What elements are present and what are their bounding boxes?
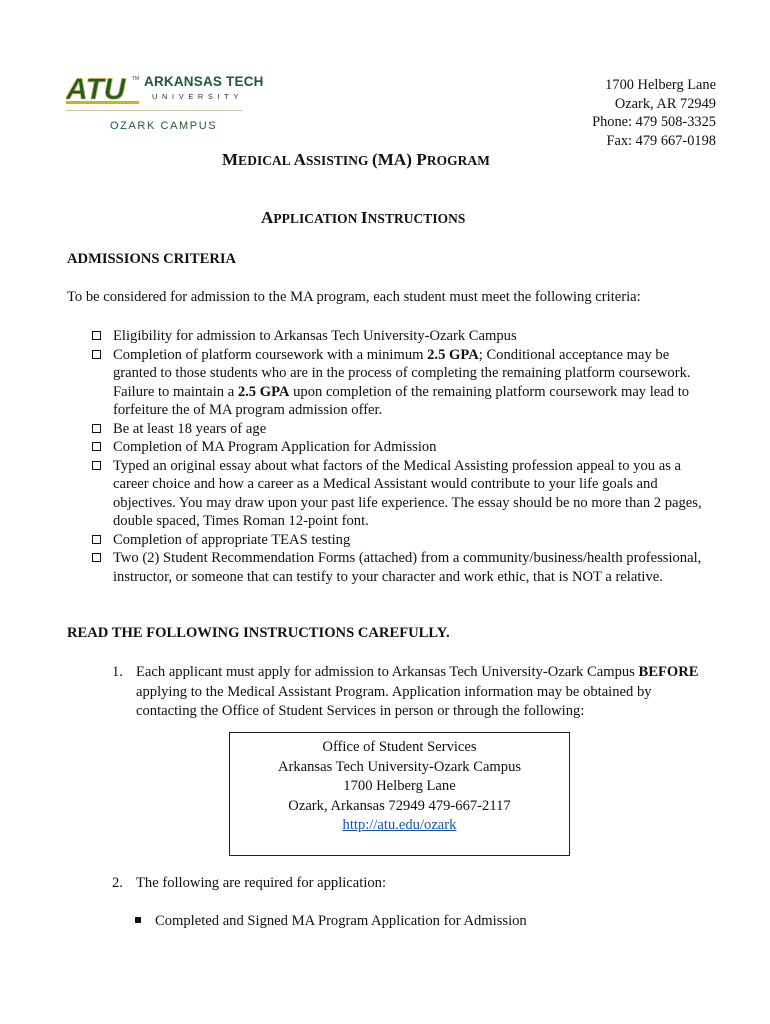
- checkbox-icon: [92, 424, 101, 433]
- item-text: The following are required for application:: [136, 875, 387, 891]
- criteria-item: Eligibility for admission to Arkansas Tech University-Ozark Campus: [92, 327, 712, 346]
- contact-street: 1700 Helberg Lane: [343, 778, 456, 794]
- logo-mark-text: ATU: [66, 73, 126, 104]
- item-number: 2.: [112, 875, 123, 891]
- logo-campus: OZARK CAMPUS: [110, 120, 218, 132]
- atu-logo-mark: [66, 72, 139, 104]
- admissions-heading: ADMISSIONS CRITERIA: [67, 251, 237, 267]
- contact-university: Arkansas Tech University-Ozark Campus: [277, 758, 522, 775]
- instructions-title: APPLICATION INSTRUCTIONS: [261, 208, 466, 227]
- item-text: Each applicant must apply for admission to Arkansas Tech University-Ozark Campus BEFORE applying to the Medical Assistant Program. Application information may be obtained by contacting the Office of Student Services in person or through the following:: [136, 664, 699, 719]
- address-block: [592, 76, 716, 150]
- logo-name: ARKANSAS TECH: [144, 74, 264, 89]
- item-number: 1.: [112, 664, 123, 680]
- criteria-item: Completion of MA Program Application for Admission: [92, 438, 712, 457]
- criteria-item: Completion of appropriate TEAS testing: [92, 531, 712, 550]
- checkbox-icon: [92, 553, 101, 562]
- instruction-item-2: [112, 874, 712, 894]
- logo-tm: TM: [132, 76, 139, 82]
- address-phone: Phone: 479 508-3325: [592, 114, 716, 130]
- criteria-item: Be at least 18 years of age: [92, 420, 712, 439]
- address-city: Ozark, AR 72949: [614, 95, 716, 112]
- contact-office: Office of Student Services: [322, 739, 477, 755]
- contact-city-phone: Ozark, Arkansas 72949 479-667-2117: [288, 797, 511, 814]
- checkbox-icon: [92, 442, 101, 451]
- address-street: 1700 Helberg Lane: [605, 77, 716, 93]
- criteria-list: [92, 327, 712, 586]
- contact-website-link[interactable]: http://atu.edu/ozark: [342, 817, 457, 833]
- atu-logo: [66, 70, 264, 136]
- square-bullet-icon: [135, 917, 141, 923]
- requirement-item: Completed and Signed MA Program Application for Admission: [135, 913, 527, 930]
- checkbox-icon: [92, 350, 101, 359]
- contact-box: [229, 732, 570, 856]
- admissions-intro: To be considered for admission to the MA program, each student must meet the following criteria:: [67, 289, 641, 305]
- program-title: MEDICAL ASSISTING (MA) PROGRAM: [222, 150, 490, 169]
- logo-subname: UNIVERSITY: [152, 92, 244, 101]
- address-fax: Fax: 479 667-0198: [606, 132, 716, 149]
- logo-divider: [66, 110, 242, 111]
- criteria-item: Completion of platform coursework with a minimum 2.5 GPA; Conditional acceptance may be granted to those students who are in the process of completing the remaining platform coursework. Failure to maintain a 2.5 GPA upon completion of the remaining platform coursework may lead to forfeiture the of MA program admission offer.: [92, 346, 712, 420]
- instructions-heading: READ THE FOLLOWING INSTRUCTIONS CAREFULLY.: [67, 625, 450, 641]
- instruction-item-1: [112, 663, 712, 722]
- checkbox-icon: [92, 331, 101, 340]
- criteria-item: Two (2) Student Recommendation Forms (attached) from a community/business/health professional, instructor, or someone that can testify to your character and work ethic, that is NOT a relative.: [92, 549, 712, 586]
- criteria-item: Typed an original essay about what factors of the Medical Assisting profession appeal to you as a career choice and how a career as a Medical Assistant would contribute to your life goals and objectives. You may draw upon your past life experience. The essay should be no more than 2 pages, double spaced, Times Roman 12-point font.: [92, 457, 712, 531]
- checkbox-icon: [92, 461, 101, 470]
- checkbox-icon: [92, 535, 101, 544]
